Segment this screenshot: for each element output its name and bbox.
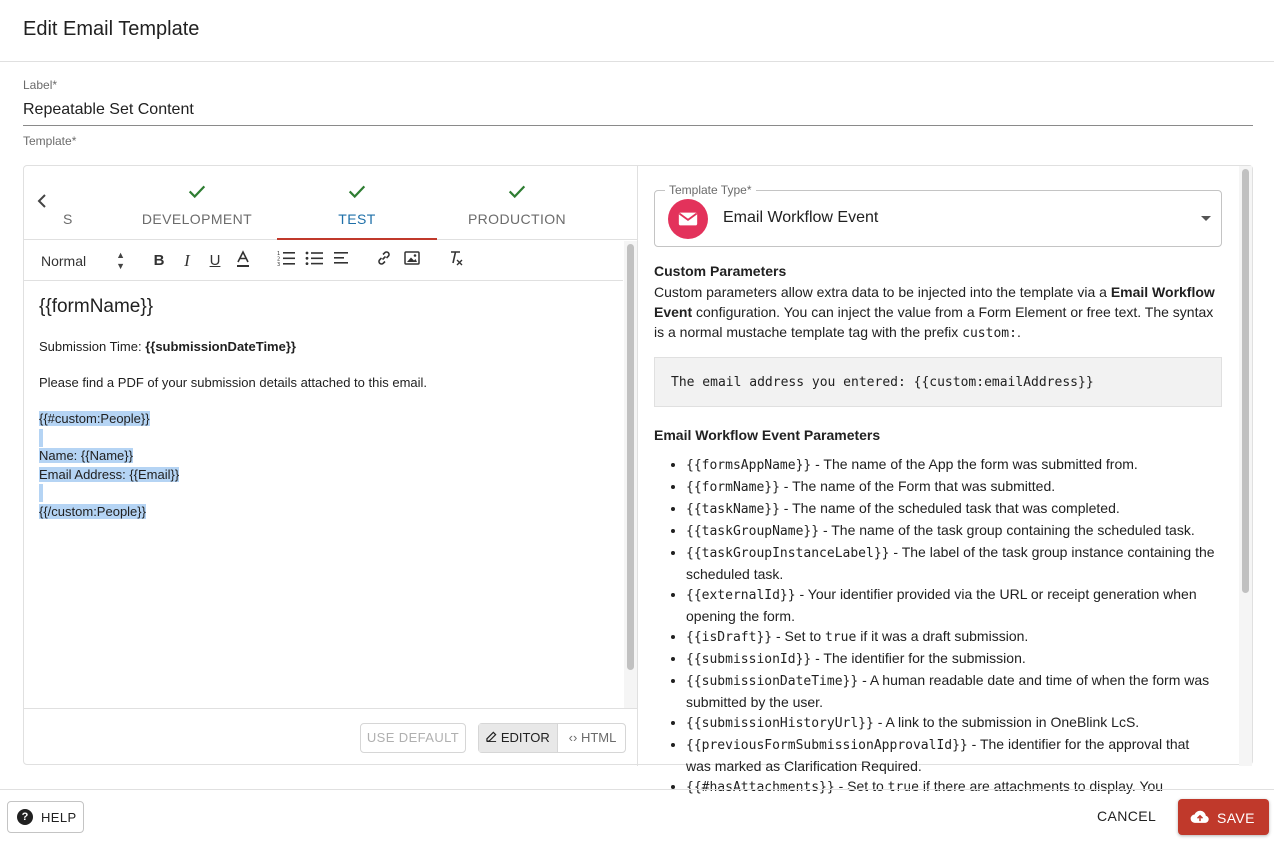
custom-params-text-3: . bbox=[1016, 324, 1021, 340]
save-label: SAVE bbox=[1217, 810, 1255, 826]
custom-params-example bbox=[654, 357, 1222, 407]
image-icon[interactable] bbox=[402, 250, 422, 272]
list-item: • {{taskGroupName}} - The name of the task group containing the scheduled task. bbox=[686, 520, 1216, 542]
dialog-title: Edit Email Template bbox=[23, 18, 200, 40]
check-icon bbox=[506, 180, 528, 202]
custom-params-text-2: configuration. You can inject the value from a Form Element or free text. The syntax is a normal mustache template tag with the prefix bbox=[654, 304, 1214, 340]
dialog-actions bbox=[0, 789, 1274, 841]
custom-params-description bbox=[654, 282, 1224, 344]
list-item: • {{externalId}} - Your identifier provided via the URL or receipt generation when opening the form. bbox=[686, 584, 1216, 626]
selected-open-tag: {{#custom:People}} bbox=[39, 411, 150, 426]
editor-scrollbar[interactable] bbox=[624, 241, 637, 708]
list-item: • {{taskGroupInstanceLabel}} - The label of the task group instance containing the scheduled task. bbox=[686, 542, 1216, 584]
custom-params-heading: Custom Parameters bbox=[654, 263, 787, 279]
editor-pdf-line: Please find a PDF of your submission details attached to this email. bbox=[39, 375, 428, 390]
editor-heading: {{formName}} bbox=[39, 296, 154, 317]
tab-development-label: DEVELOPMENT bbox=[141, 211, 253, 227]
list-item: • {{submissionDateTime}} - A human readable date and time of when the form was submitted by the user. bbox=[686, 670, 1216, 712]
text-color-icon[interactable] bbox=[234, 250, 252, 272]
pencil-icon bbox=[486, 731, 497, 742]
editor-toolbar bbox=[24, 241, 623, 281]
save-button[interactable] bbox=[1178, 799, 1269, 835]
selected-email-line: Email Address: {{Email}} bbox=[39, 466, 180, 482]
tab-s-label: S bbox=[63, 211, 73, 227]
label-input[interactable] bbox=[23, 96, 1253, 126]
check-icon bbox=[186, 180, 208, 202]
tab-development[interactable] bbox=[117, 166, 277, 240]
label-input-value[interactable]: Repeatable Set Content bbox=[23, 101, 194, 118]
use-default-button[interactable]: USE DEFAULT bbox=[360, 723, 466, 753]
list-item: • {{previousFormSubmissionApprovalId}} - The identifier for the approval that was marked as Clarification Required. bbox=[686, 734, 1216, 776]
editor-pane bbox=[24, 166, 638, 766]
list-item: • {{#hasAttachments}} - Set to true if there are attachments to display. You bbox=[686, 776, 1216, 798]
format-select-value: Normal bbox=[41, 253, 87, 269]
tab-test-label: TEST bbox=[338, 211, 376, 227]
tab-production-label: PRODUCTION bbox=[467, 211, 567, 227]
list-item: • {{formName}} - The name of the Form that was submitted. bbox=[686, 476, 1216, 498]
list-item: • {{isDraft}} - Set to true if it was a draft submission. bbox=[686, 626, 1216, 648]
bold-icon[interactable]: B bbox=[153, 252, 165, 269]
custom-prefix-code: custom: bbox=[962, 326, 1017, 341]
cloud-upload-icon bbox=[1190, 809, 1210, 825]
svg-text:3: 3 bbox=[277, 262, 281, 268]
submission-time-tag: {{submissionDateTime}} bbox=[145, 339, 296, 354]
tab-test[interactable] bbox=[277, 166, 437, 240]
italic-icon[interactable]: I bbox=[184, 251, 190, 270]
event-params-list bbox=[686, 454, 1216, 798]
list-item: • {{formsAppName}} - The name of the App the form was submitted from. bbox=[686, 454, 1216, 476]
template-field-label: Template* bbox=[23, 134, 77, 148]
align-icon[interactable] bbox=[332, 250, 352, 272]
check-icon bbox=[346, 180, 368, 202]
bullet-list-icon[interactable] bbox=[304, 250, 324, 272]
custom-params-bold: Email Workflow Event bbox=[654, 284, 1215, 320]
html-mode-button[interactable] bbox=[559, 724, 626, 752]
clear-format-icon[interactable] bbox=[446, 250, 466, 272]
template-editor-box bbox=[23, 165, 1253, 795]
list-item: • {{submissionId}} - The identifier for the submission. bbox=[686, 648, 1216, 670]
submission-time-label: Submission Time: bbox=[39, 339, 146, 354]
link-icon[interactable] bbox=[374, 250, 394, 272]
dropdown-arrow-icon bbox=[1201, 216, 1211, 221]
code-icon: ‹› bbox=[568, 730, 578, 745]
html-mode-label: HTML bbox=[580, 730, 617, 745]
list-item: • {{submissionHistoryUrl}} - A link to the submission in OneBlink LcS. bbox=[686, 712, 1216, 734]
template-type-value: Email Workflow Event bbox=[723, 209, 879, 226]
cancel-button[interactable]: CANCEL bbox=[1097, 808, 1157, 824]
editor-submission-line bbox=[39, 338, 608, 356]
event-params-heading: Email Workflow Event Parameters bbox=[654, 427, 881, 443]
label-field-label: Label* bbox=[23, 78, 58, 92]
help-label: HELP bbox=[41, 810, 77, 825]
rich-text-editor[interactable] bbox=[24, 282, 623, 708]
select-arrows-icon: ▲ ▼ bbox=[116, 250, 125, 271]
email-icon bbox=[668, 199, 708, 239]
editor-footer bbox=[24, 708, 637, 766]
svg-text:2: 2 bbox=[277, 256, 281, 263]
tab-production[interactable] bbox=[437, 166, 597, 240]
environment-tabs bbox=[24, 166, 638, 240]
selected-text-block bbox=[39, 410, 608, 521]
format-select[interactable] bbox=[41, 250, 125, 272]
editor-mode-button[interactable] bbox=[479, 724, 558, 752]
template-type-label: Template Type* bbox=[665, 183, 756, 197]
editor-mode-label: EDITOR bbox=[500, 730, 550, 745]
selected-name-line: Name: {{Name}} bbox=[39, 448, 133, 463]
custom-params-text-1: Custom parameters allow extra data to be injected into the template via a bbox=[654, 284, 1111, 300]
help-pane bbox=[639, 166, 1252, 795]
help-icon: ? bbox=[17, 809, 33, 825]
help-scrollbar[interactable] bbox=[1239, 166, 1252, 766]
template-type-select[interactable] bbox=[654, 183, 1222, 247]
tab-s[interactable] bbox=[48, 166, 112, 240]
underline-icon[interactable]: U bbox=[209, 252, 221, 269]
help-button[interactable] bbox=[7, 801, 84, 833]
example-code: The email address you entered: {{custom:emailAddress}} bbox=[671, 375, 1094, 390]
ordered-list-icon[interactable] bbox=[276, 250, 296, 272]
list-item: • {{taskName}} - The name of the scheduled task that was completed. bbox=[686, 498, 1216, 520]
svg-text:1: 1 bbox=[277, 251, 281, 257]
selected-close-tag: {{/custom:People}} bbox=[39, 503, 146, 519]
dialog-header bbox=[0, 0, 1274, 62]
view-mode-toggle bbox=[478, 723, 626, 753]
